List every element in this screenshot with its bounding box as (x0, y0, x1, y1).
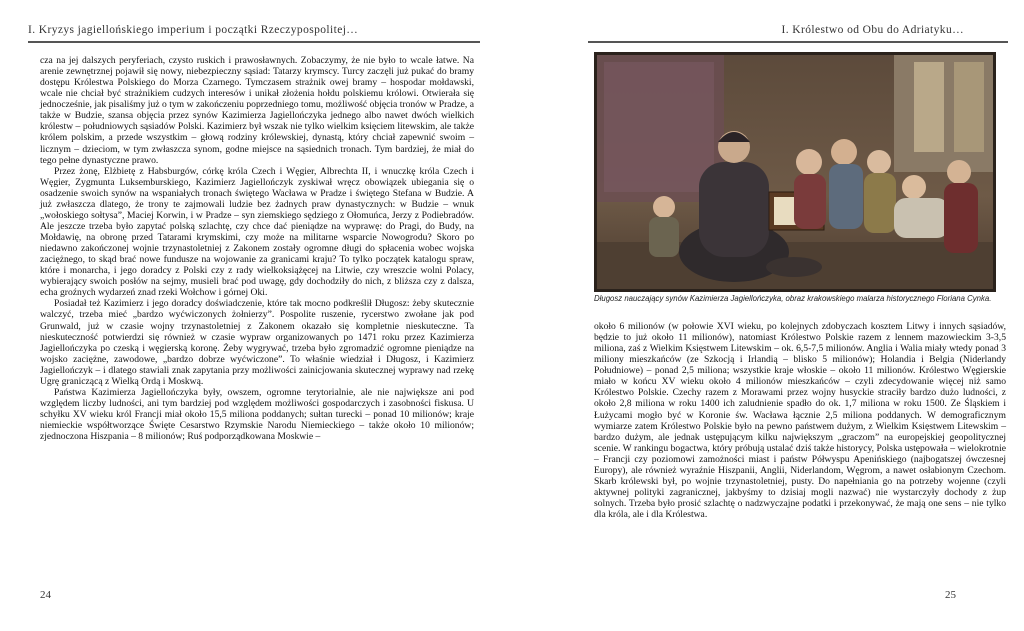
paragraph: Posiadał też Kazimierz i jego doradcy doświadczenie, które tak mocno podkreślił Długosz: żeby skutecznie walczyć, trzeba mieć „bardzo wyćwiczonych żołnierzy”. Pospolite ruszenie, rycerstwo zwołane jak pod Grunwald, już w czasie wojny trzynastoletniej z Zakonem okazało się kompletnie nieskuteczne. Ta nieskuteczność potwierdzi się również w czasie wypraw organizowanych po 1471 roku przez Kazimierza Jagiellończyka po czeską i węgierską koronę. Żeby wygrywać, trzeba było zgromadzić ogromne pieniądze na wojsko zaciężne, zawodowe, „bardzo dobrze wyćwiczone”. To właśnie wiedział i Długosz, i Kazimierz Jagiellończyk – i dlatego stawiali znak zapytania przy możliwości zainicjowania skutecznej wyprawy nad rzekę Ugrę graniczącą z Wielką Ordą i Moskwą. (40, 298, 474, 387)
painting-image (594, 52, 996, 292)
paragraph: około 6 milionów (w połowie XVI wieku, po kolejnych zdobyczach kosztem Litwy i innych sąsiadów, będzie to już około 11 milionów), natomiast Królestwo Polskie razem z lennem mazowieckim 3-3,5 miliona, zaś z Wielkim Księstwem Litewskim – ok. 6,5-7,5 milionów. Anglia i Walia miały wtedy ponad 3 miliony mieszkańców (ze Szkocją i Irlandią – blisko 5 milionów); Holandia i Belgia (Niderlandy Południowe) – ponad 2,5 miliona; wszystkie kraje włoskie – około 11 milionów. Królestwo Węgierskie miało w końcu XV wieku około 4 milionów mieszkańców – czyli zdecydowanie więcej niż samo Królestwo Polskie. Czechy razem z Morawami przez wojny husyckie straciły bardzo dużo ludności, z około 2,8 miliona w roku 1400 ich zaludnienie spadło do ok. 1,7 miliona w roku 1500. Ze Śląskiem i Łużycami mogło być w Koronie św. Wacława łącznie 2,5 miliona poddanych. W demograficznym wymiarze zatem Królestwo Polskie było na pewno państwem dużym, z Wielkim Księstwem Litewskim – bardzo dużym, ale jednak ustępującym kilku największym „graczom” na europejskiej geopolitycznej scenie. W rankingu bogactwa, który próbują ustalać dziś także historycy, Polska ustępowała – wielokrotnie – Francji czy poziomowi zamożności miast i państw Półwyspu Apenińskiego (najbogatszej ówczesnej Europy), ale również wyraźnie Hiszpanii, Anglii, Niderlandom, Węgrom, a nawet osłabionym Czechom. Skarb królewski był, po wojnie trzynastoletniej, pusty. Do napełniania go na potrzeby wojenne (czyli aktywnej polityki zagranicznej, jakbyśmy to dzisiaj mogli nazwać) nie wystarczyły dochody z żup solnych. Trzeba było prosić szlachtę o nadzwyczajne podatki i przekonywać, że mają one sens – nie tylko dla króla, ale i dla Królestwa. (594, 321, 1006, 521)
paragraph: Państwa Kazimierza Jagiellończyka były, owszem, ogromne terytorialnie, ale nie największe ani pod względem liczby ludności, ani tym bardziej pod względem możliwości gospodarczych i zasobności fiskusa. U schyłku XV wieku król Francji miał około 15,5 miliona poddanych; sułtan turecki – ponad 10 milionów; kraje niemieckie współtworzące Święte Cesarstwo Rzymskie Narodu Niemieckiego – także około 10 milionów; zjednoczona Hiszpania – 8 milionów; Ruś podporządkowana Moskwie – (40, 386, 474, 443)
right-body-text (594, 321, 1006, 520)
page-number-right: 25 (945, 589, 956, 601)
running-head-right: I. Królestwo od Obu do Adriatyku… (781, 24, 964, 36)
running-head-left: I. Kryzys jagiellońskiego imperium i początki Rzeczypospolitej… (28, 24, 359, 36)
painting-illustration (594, 52, 996, 292)
right-page (512, 0, 1024, 631)
page-number-left: 24 (40, 589, 51, 601)
header-rule-left (28, 41, 480, 43)
paragraph: Przez żonę, Elżbietę z Habsburgów, córkę króla Czech i Węgier, Albrechta II, i wnuczkę króla Czech i Węgier, Zygmunta Luksemburskiego, Kazimierz Jagiellończyk zyskiwał wręcz obowiązek ubiegania się o osadzenie swoich synów na wspaniałych tronach świętego Wacława w Pradze i świętego Stefana w Budzie. A już zwłaszcza dlatego, że trony te zajmowali ludzie bez żadnych praw dynastycznych: w Budzie – wnuk „wołoskiego sołtysa”, Maciej Korwin, i w Pradze – syn ziemskiego sędziego z Ołomuńca, Jerzy z Podiebradów. Ale jeszcze trzeba było zapytać polską szlachtę, czy chce dać pieniądze na wyprawę: do Pragi, do Budy, na Mołdawię, na obronę przed Tatarami krymskimi, czy może na militarne wsparcie Nowogrodu? Skoro po niedawno zakończonej wojnie trzynastoletniej z Zakonem zostały ogromne długi do spłacenia wobec wojska zaciężnego, to skąd brać nowe fundusze na wojowanie za granicami kraju? To tylko początek katalogu spraw, które i monarcha, i jego doradcy z Polski czy z rady wielkoksiążęcej na Litwie, czy wreszcie wolni Polacy, wybierający swoich posłów na sejmy, musieli brać pod uwagę, gdy dochodziły do nich, z bliższa czy z dalsza, echa groźnych wydarzeń znad rzeki Wołchow i górnej Oki. (40, 165, 474, 299)
left-body-text (40, 55, 474, 442)
paragraph: cza na jej dalszych peryferiach, czysto ruskich i prawosławnych. Zobaczymy, że nie było to wcale łatwe. Na arenie zewnętrznej pojawił się nowy, niebezpieczny sąsiad: Tatarzy krymscy. Turcy zaczęli już pukać do bramy dostępu Królestwa Polskiego do Morza Czarnego. Tymczasem strażnik owej bramy – hospodar mołdawski, wcale nie chciał być strażnikiem cudzych interesów i unikał złożenia hołdu polskiemu królowi. Otwierała się jednocześnie, jak pisaliśmy już o tym w zakończeniu poprzedniego tomu, możliwość objęcia tronów w Pradze, a także w Budzie, szansa objęcia przez synów Kazimierza Jagiellończyka jednego albo nawet dwóch wielkich królestw – południowych sąsiadów Polski. Kazimierz był wszak nie tylko wielkim księciem litewskim, ale także królem polskim, a przede wszystkim – głową rodziny królewskiej, dynastą, który chciał zapewnić swoim – licznym – dzieciom, w tym zwłaszcza synom, godne miejsce na sąsiednich tronach. Tym bardziej, że miał do tego pełne dynastyczne prawo. (40, 55, 474, 166)
figure-caption: Długosz nauczający synów Kazimierza Jagiellończyka, obraz krakowskiego malarza historycznego Floriana Cynka. (594, 294, 992, 303)
header-rule-right (588, 41, 1008, 43)
